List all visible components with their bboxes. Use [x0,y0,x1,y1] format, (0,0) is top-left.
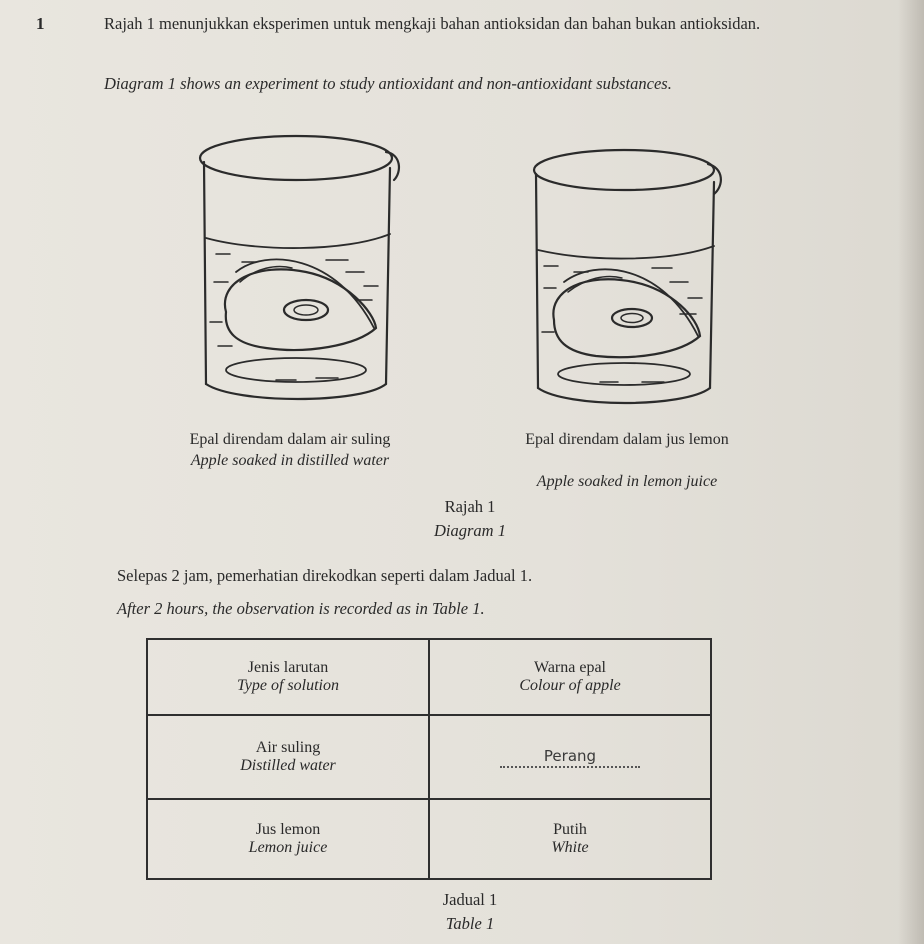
beaker-distilled-water-illustration [196,122,408,412]
handwritten-answer: Perang [500,747,640,768]
table-label [320,888,620,936]
beaker-lemon-juice-illustration [530,138,730,413]
header-type-of-solution: Jenis larutan Type of solution [147,639,429,715]
question-text-malay: Rajah 1 menunjukkan eksperimen untuk mengkaji bahan antioksidan dan bahan bukan antioksidan. [104,14,761,33]
observation-text-english: After 2 hours, the observation is recorded as in Table 1. [117,599,485,618]
table-header-row [147,639,711,715]
header-colour-of-apple: Warna epal Colour of apple [429,639,711,715]
cell-solution: Jus lemon Lemon juice [147,799,429,879]
diagram-label [320,495,620,543]
page-edge-shadow [898,0,924,944]
beaker-1-caption [150,429,430,471]
observation-table [146,638,712,880]
caption-english: Apple soaked in distilled water [190,452,390,469]
cell-colour-answer[interactable] [429,715,711,799]
question-number: 1 [36,14,45,33]
caption-malay: Epal direndam dalam jus lemon [525,431,729,448]
table-row [147,799,711,879]
table-row [147,715,711,799]
caption-malay: Epal direndam dalam air suling [189,431,391,448]
cell-colour: Putih White [429,799,711,879]
beaker-2-caption [488,429,766,492]
question-text-english: Diagram 1 shows an experiment to study antioxidant and non-antioxidant substances. [104,74,672,93]
diagram-label-malay: Rajah 1 [444,497,496,516]
caption-english: Apple soaked in lemon juice [536,473,718,490]
diagram-label-english: Diagram 1 [434,521,506,540]
table-label-english: Table 1 [445,914,495,933]
table-label-malay: Jadual 1 [442,890,498,909]
cell-solution: Air suling Distilled water [147,715,429,799]
observation-text-malay: Selepas 2 jam, pemerhatian direkodkan seperti dalam Jadual 1. [117,566,533,585]
